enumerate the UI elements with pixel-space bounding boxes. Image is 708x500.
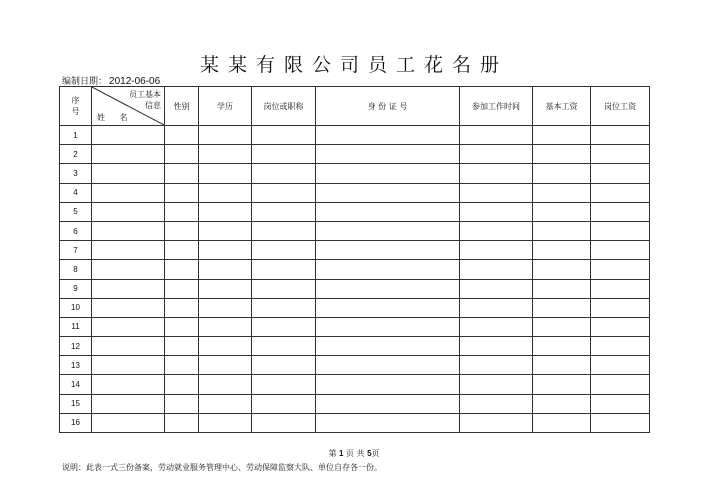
work-start-cell[interactable] (460, 202, 533, 221)
row-number: 1 (60, 126, 92, 145)
position-cell[interactable] (252, 356, 316, 375)
work-start-cell[interactable] (460, 183, 533, 202)
gender-cell[interactable] (165, 317, 199, 336)
table-row (60, 337, 650, 356)
page-suffix: 页 (371, 449, 380, 458)
base-salary-cell[interactable] (533, 375, 591, 394)
work-start-cell[interactable] (460, 317, 533, 336)
position-cell[interactable] (252, 145, 316, 164)
work-start-cell[interactable] (460, 337, 533, 356)
position-cell[interactable] (252, 164, 316, 183)
post-salary-cell[interactable] (591, 221, 650, 240)
page-current: 1 (339, 449, 344, 458)
base-salary-cell[interactable] (533, 279, 591, 298)
table-row (60, 202, 650, 221)
base-salary-cell[interactable] (533, 298, 591, 317)
position-cell[interactable] (252, 317, 316, 336)
work-start-cell[interactable] (460, 126, 533, 145)
base-salary-cell[interactable] (533, 413, 591, 432)
row-number: 3 (60, 164, 92, 183)
header-base-salary: 基本工资 (533, 87, 591, 126)
compile-date-value: 2012-06-06 (109, 76, 161, 87)
employee-roster-table (59, 86, 650, 433)
gender-cell[interactable] (165, 221, 199, 240)
gender-cell[interactable] (165, 394, 199, 413)
row-number: 9 (60, 279, 92, 298)
base-salary-cell[interactable] (533, 221, 591, 240)
gender-cell[interactable] (165, 375, 199, 394)
position-cell[interactable] (252, 126, 316, 145)
base-salary-cell[interactable] (533, 356, 591, 375)
table-row (60, 145, 650, 164)
work-start-cell[interactable] (460, 375, 533, 394)
education-cell[interactable] (199, 221, 252, 240)
base-salary-cell[interactable] (533, 202, 591, 221)
education-cell[interactable] (199, 394, 252, 413)
name-cell[interactable] (92, 413, 165, 432)
header-row (60, 87, 650, 126)
id-number-cell[interactable] (316, 356, 460, 375)
education-cell[interactable] (199, 202, 252, 221)
row-number: 6 (60, 221, 92, 240)
name-cell[interactable] (92, 241, 165, 260)
post-salary-cell[interactable] (591, 145, 650, 164)
header-work-start: 参加工作时间 (460, 87, 533, 126)
position-cell[interactable] (252, 279, 316, 298)
page-title: 某某有限公司员工花名册 (199, 54, 508, 76)
gender-cell[interactable] (165, 202, 199, 221)
id-number-cell[interactable] (316, 413, 460, 432)
work-start-cell[interactable] (460, 145, 533, 164)
header-basic-info-line-2: 信息 (145, 101, 161, 110)
name-cell[interactable] (92, 394, 165, 413)
compile-date-label: 编制日期： (62, 77, 108, 87)
row-number: 4 (60, 183, 92, 202)
post-salary-cell[interactable] (591, 164, 650, 183)
work-start-cell[interactable] (460, 260, 533, 279)
page-total: 5 (367, 449, 372, 458)
education-cell[interactable] (199, 260, 252, 279)
table-row (60, 279, 650, 298)
gender-cell[interactable] (165, 413, 199, 432)
post-salary-cell[interactable] (591, 337, 650, 356)
roster-body (60, 126, 650, 433)
gender-cell[interactable] (165, 279, 199, 298)
table-row (60, 394, 650, 413)
table-row (60, 164, 650, 183)
gender-cell[interactable] (165, 164, 199, 183)
name-cell[interactable] (92, 183, 165, 202)
header-position: 岗位或职称 (252, 87, 316, 126)
name-cell[interactable] (92, 279, 165, 298)
base-salary-cell[interactable] (533, 183, 591, 202)
header-id-number: 身 份 证 号 (316, 87, 460, 126)
table-row (60, 413, 650, 432)
id-number-cell[interactable] (316, 164, 460, 183)
id-number-cell[interactable] (316, 183, 460, 202)
name-cell[interactable] (92, 356, 165, 375)
work-start-cell[interactable] (460, 279, 533, 298)
id-number-cell[interactable] (316, 375, 460, 394)
row-number: 11 (60, 317, 92, 336)
name-cell[interactable] (92, 126, 165, 145)
name-cell[interactable] (92, 317, 165, 336)
position-cell[interactable] (252, 183, 316, 202)
post-salary-cell[interactable] (591, 183, 650, 202)
post-salary-cell[interactable] (591, 279, 650, 298)
education-cell[interactable] (199, 241, 252, 260)
header-name: 姓 名 (97, 113, 134, 122)
post-salary-cell[interactable] (591, 298, 650, 317)
table-row (60, 356, 650, 375)
row-number: 2 (60, 145, 92, 164)
table-row (60, 241, 650, 260)
row-number: 10 (60, 298, 92, 317)
post-salary-cell[interactable] (591, 202, 650, 221)
header-post-salary: 岗位工资 (591, 87, 650, 126)
table-row (60, 221, 650, 240)
id-number-cell[interactable] (316, 145, 460, 164)
row-number: 12 (60, 337, 92, 356)
header-name-diagonal (92, 87, 165, 126)
work-start-cell[interactable] (460, 413, 533, 432)
id-number-cell[interactable] (316, 241, 460, 260)
table-row (60, 375, 650, 394)
education-cell[interactable] (199, 145, 252, 164)
row-number: 5 (60, 202, 92, 221)
id-number-cell[interactable] (316, 260, 460, 279)
header-seq-line-1: 序 (71, 96, 80, 105)
work-start-cell[interactable] (460, 164, 533, 183)
id-number-cell[interactable] (316, 337, 460, 356)
table-row (60, 183, 650, 202)
name-cell[interactable] (92, 145, 165, 164)
position-cell[interactable] (252, 260, 316, 279)
table-row (60, 317, 650, 336)
education-cell[interactable] (199, 317, 252, 336)
post-salary-cell[interactable] (591, 356, 650, 375)
education-cell[interactable] (199, 337, 252, 356)
gender-cell[interactable] (165, 260, 199, 279)
education-cell[interactable] (199, 356, 252, 375)
row-number: 7 (60, 241, 92, 260)
id-number-cell[interactable] (316, 279, 460, 298)
position-cell[interactable] (252, 221, 316, 240)
base-salary-cell[interactable] (533, 317, 591, 336)
table-row (60, 126, 650, 145)
position-cell[interactable] (252, 375, 316, 394)
id-number-cell[interactable] (316, 317, 460, 336)
gender-cell[interactable] (165, 241, 199, 260)
post-salary-cell[interactable] (591, 260, 650, 279)
gender-cell[interactable] (165, 298, 199, 317)
header-seq-line-2: 号 (71, 107, 80, 116)
id-number-cell[interactable] (316, 298, 460, 317)
position-cell[interactable] (252, 394, 316, 413)
row-number: 8 (60, 260, 92, 279)
education-cell[interactable] (199, 126, 252, 145)
gender-cell[interactable] (165, 337, 199, 356)
education-cell[interactable] (199, 279, 252, 298)
post-salary-cell[interactable] (591, 394, 650, 413)
education-cell[interactable] (199, 183, 252, 202)
position-cell[interactable] (252, 241, 316, 260)
post-salary-cell[interactable] (591, 241, 650, 260)
base-salary-cell[interactable] (533, 241, 591, 260)
education-cell[interactable] (199, 164, 252, 183)
row-number: 15 (60, 394, 92, 413)
position-cell[interactable] (252, 337, 316, 356)
position-cell[interactable] (252, 298, 316, 317)
page-prefix: 第 (328, 449, 337, 458)
work-start-cell[interactable] (460, 221, 533, 240)
work-start-cell[interactable] (460, 356, 533, 375)
page-mid: 页 共 (346, 449, 365, 458)
id-number-cell[interactable] (316, 126, 460, 145)
row-number: 16 (60, 413, 92, 432)
post-salary-cell[interactable] (591, 375, 650, 394)
position-cell[interactable] (252, 413, 316, 432)
name-cell[interactable] (92, 375, 165, 394)
id-number-cell[interactable] (316, 394, 460, 413)
name-cell[interactable] (92, 221, 165, 240)
education-cell[interactable] (199, 375, 252, 394)
row-number: 14 (60, 375, 92, 394)
header-basic-info-line-1: 员工基本 (129, 90, 161, 99)
table-row (60, 298, 650, 317)
header-education: 学历 (199, 87, 252, 126)
base-salary-cell[interactable] (533, 394, 591, 413)
post-salary-cell[interactable] (591, 317, 650, 336)
name-cell[interactable] (92, 337, 165, 356)
id-number-cell[interactable] (316, 202, 460, 221)
base-salary-cell[interactable] (533, 337, 591, 356)
page-indicator (0, 448, 708, 459)
work-start-cell[interactable] (460, 241, 533, 260)
id-number-cell[interactable] (316, 221, 460, 240)
position-cell[interactable] (252, 202, 316, 221)
base-salary-cell[interactable] (533, 164, 591, 183)
post-salary-cell[interactable] (591, 413, 650, 432)
table-row (60, 260, 650, 279)
header-basic-info (113, 89, 161, 111)
gender-cell[interactable] (165, 145, 199, 164)
gender-cell[interactable] (165, 126, 199, 145)
work-start-cell[interactable] (460, 394, 533, 413)
work-start-cell[interactable] (460, 298, 533, 317)
row-number: 13 (60, 356, 92, 375)
gender-cell[interactable] (165, 356, 199, 375)
education-cell[interactable] (199, 298, 252, 317)
name-cell[interactable] (92, 164, 165, 183)
education-cell[interactable] (199, 413, 252, 432)
footer-note: 说明：此表一式三份备案，劳动就业服务管理中心、劳动保障监察大队、单位自存各一份。 (62, 463, 382, 472)
base-salary-cell[interactable] (533, 145, 591, 164)
name-cell[interactable] (92, 298, 165, 317)
header-seq (60, 87, 92, 126)
post-salary-cell[interactable] (591, 126, 650, 145)
gender-cell[interactable] (165, 183, 199, 202)
name-cell[interactable] (92, 202, 165, 221)
base-salary-cell[interactable] (533, 126, 591, 145)
base-salary-cell[interactable] (533, 260, 591, 279)
name-cell[interactable] (92, 260, 165, 279)
header-gender: 性别 (165, 87, 199, 126)
